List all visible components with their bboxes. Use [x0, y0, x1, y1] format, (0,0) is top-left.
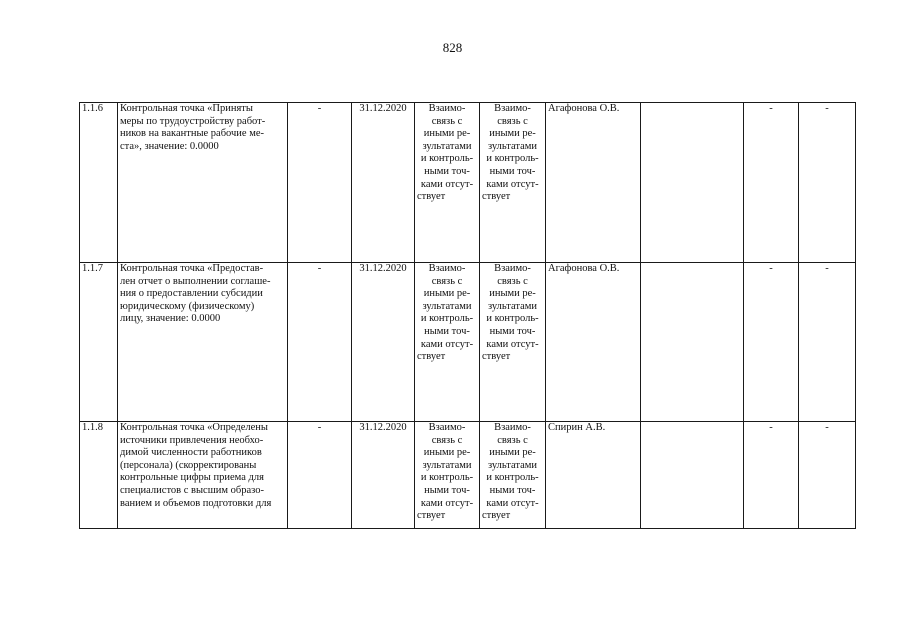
cell-col9: - — [744, 103, 799, 263]
relation-control-points-line: зультатами — [487, 300, 538, 312]
relation-results-line: ными точ- — [424, 165, 470, 177]
responsible-person: Спирин А.В. — [546, 422, 641, 529]
relation-results-line: связь с — [431, 275, 463, 287]
control-point-description-line: ния о предоставлении субсидии — [120, 288, 263, 300]
relation-control-points — [480, 422, 546, 529]
control-points-table — [79, 102, 856, 529]
cell-col3: - — [288, 422, 352, 529]
relation-control-points-line: ками отсут- — [486, 338, 539, 350]
control-point-description-line: Контрольная точка «Определены — [120, 422, 268, 433]
cell-col9: - — [744, 263, 799, 422]
row-number: 1.1.6 — [80, 103, 118, 263]
relation-results-line: зультатами — [422, 459, 472, 471]
control-point-description — [118, 263, 288, 422]
relation-control-points — [480, 103, 546, 263]
control-point-description-line: лен отчет о выполнении соглаше- — [120, 275, 271, 287]
responsible-person: Агафонова О.В. — [546, 103, 641, 263]
relation-control-points-line: Взаимо- — [494, 103, 531, 114]
relation-control-points-line: связь с — [497, 275, 528, 287]
control-point-description-line: источники привлечения необхо- — [120, 434, 264, 446]
control-point-description-line: димой численности работников — [120, 447, 262, 459]
control-point-description-line: юридическому (физическому) — [120, 300, 255, 312]
relation-control-points — [480, 263, 546, 422]
relation-control-points-line: Взаимо- — [494, 263, 531, 274]
control-point-description — [118, 103, 288, 263]
relation-results-line: ными точ- — [424, 484, 470, 496]
page-number: 828 — [442, 40, 463, 55]
relation-results-line: ствует — [417, 510, 446, 522]
relation-control-points-line: и контроль- — [486, 153, 539, 165]
table-row — [80, 422, 856, 529]
control-point-description-line: Контрольная точка «Приняты — [120, 103, 253, 114]
relation-results — [415, 103, 480, 263]
relation-results-line: зультатами — [422, 140, 472, 152]
relation-results-line: ными точ- — [424, 325, 470, 337]
control-point-description-line: ста», значение: 0.0000 — [120, 140, 219, 152]
relation-results-line: ствует — [417, 191, 446, 203]
relation-control-points-line: зультатами — [487, 459, 538, 471]
relation-control-points-line: иными ре- — [489, 128, 536, 140]
control-point-description-line: контрольные цифры приема для — [120, 472, 264, 484]
relation-results — [415, 422, 480, 529]
relation-control-points-line: иными ре- — [489, 447, 536, 459]
control-point-description-line: Контрольная точка «Предостав- — [120, 263, 264, 274]
relation-control-points-line: Взаимо- — [494, 422, 531, 433]
relation-results-line: и контроль- — [420, 313, 474, 325]
relation-results-line: ками отсут- — [420, 178, 474, 190]
control-point-description-line: (персонала) (скорректированы — [120, 459, 257, 471]
relation-results-line: иными ре- — [423, 288, 471, 300]
relation-control-points-line: ными точ- — [489, 484, 536, 496]
table-row — [80, 103, 856, 263]
cell-col10: - — [799, 422, 856, 529]
row-number: 1.1.7 — [80, 263, 118, 422]
relation-control-points-line: ствует — [482, 351, 511, 363]
control-point-description — [118, 422, 288, 529]
relation-results-line: Взаимо- — [428, 103, 466, 114]
cell-col8 — [641, 103, 744, 263]
deadline-date: 31.12.2020 — [352, 103, 415, 263]
cell-col10: - — [799, 103, 856, 263]
relation-results-line: и контроль- — [420, 153, 474, 165]
cell-col8 — [641, 422, 744, 529]
row-number: 1.1.8 — [80, 422, 118, 529]
relation-results — [415, 263, 480, 422]
cell-col8 — [641, 263, 744, 422]
control-point-description-line: меры по трудоустройству работ- — [120, 115, 266, 127]
relation-control-points-line: ными точ- — [489, 165, 536, 177]
cell-col3: - — [288, 263, 352, 422]
relation-control-points-line: зультатами — [487, 140, 538, 152]
table-row — [80, 263, 856, 422]
relation-results-line: ствует — [417, 351, 446, 363]
relation-control-points-line: ками отсут- — [486, 497, 539, 509]
control-point-description-line: лицу, значение: 0.0000 — [120, 313, 221, 325]
cell-col10: - — [799, 263, 856, 422]
relation-results-line: Взаимо- — [428, 263, 466, 274]
relation-results-line: зультатами — [422, 300, 472, 312]
relation-control-points-line: иными ре- — [489, 288, 536, 300]
relation-control-points-line: и контроль- — [486, 313, 539, 325]
relation-results-line: Взаимо- — [428, 422, 466, 433]
control-point-description-line: специалистов с высшим образо- — [120, 484, 265, 496]
deadline-date: 31.12.2020 — [352, 422, 415, 529]
relation-control-points-line: ными точ- — [489, 325, 536, 337]
control-point-description-line: ванием и объемов подготовки для — [120, 497, 272, 509]
relation-results-line: иными ре- — [423, 128, 471, 140]
relation-results-line: ками отсут- — [420, 338, 474, 350]
deadline-date: 31.12.2020 — [352, 263, 415, 422]
relation-control-points-line: связь с — [497, 115, 528, 127]
relation-control-points-line: ствует — [482, 191, 511, 203]
relation-control-points-line: ками отсут- — [486, 178, 539, 190]
cell-col9: - — [744, 422, 799, 529]
relation-results-line: связь с — [431, 115, 463, 127]
control-point-description-line: ников на вакантные рабочие ме- — [120, 128, 265, 140]
relation-control-points-line: связь с — [497, 434, 528, 446]
relation-results-line: иными ре- — [423, 447, 471, 459]
responsible-person: Агафонова О.В. — [546, 263, 641, 422]
cell-col3: - — [288, 103, 352, 263]
relation-control-points-line: ствует — [482, 510, 511, 522]
relation-control-points-line: и контроль- — [486, 472, 539, 484]
relation-results-line: связь с — [431, 434, 463, 446]
relation-results-line: и контроль- — [420, 472, 474, 484]
relation-results-line: ками отсут- — [420, 497, 474, 509]
